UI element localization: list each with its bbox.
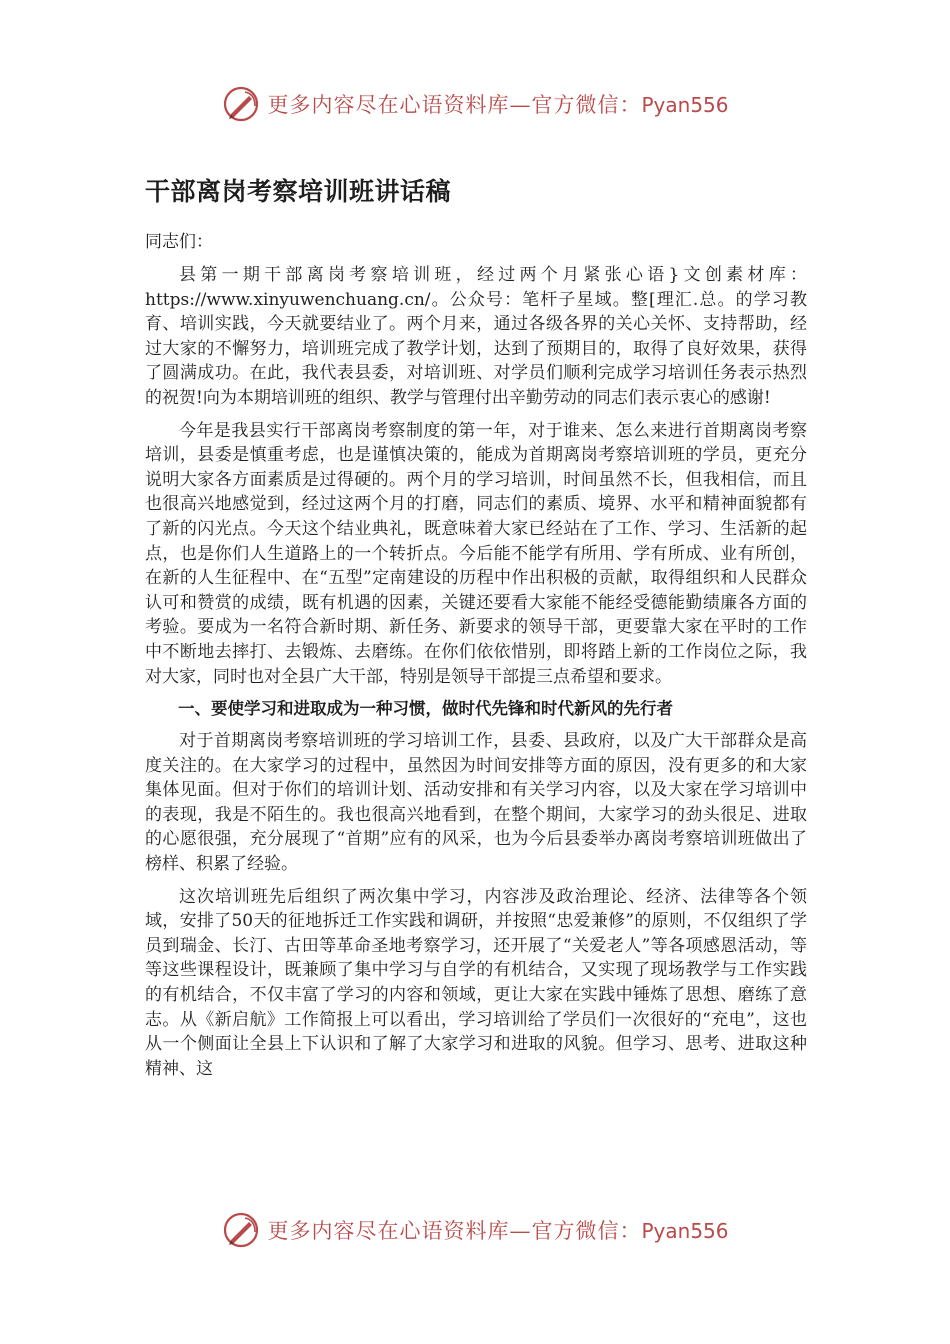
watermark-text: 更多内容尽在心语资料库—官方微信：Pyan556 (267, 1219, 729, 1243)
salutation: 同志们： (145, 232, 213, 252)
paragraph-2: 今年是我县实行干部离岗考察制度的第一年，对于谁来、怎么来进行首期离岗考察培训，县委是慎重考虑，也是谨慎决策的，能成为首期离岗考察培训班的学员，更充分说明大家各方面素质是过得硬的。两个月的学习培训，时间虽然不长，但我相信，而且也很高兴地感觉到，经过这两个月的打磨，同志们的素质、境界、水平和精神面貌都有了新的闪光点。今天这个结业典礼，既意味着大家已经站在了工作、学习、生活新的起点，也是你们人生道路上的一个转折点。今后能不能学有所用、学有所成、业有所创，在新的人生征程中、在“五型”定南建设的历程中作出积极的贡献，取得组织和人民群众认可和赞赏的成绩，既有机遇的因素，关键还要看大家能不能经受德能勤绩廉各方面的考验。要成为一名符合新时期、新任务、新要求的领导干部，更要靠大家在平时的工作中不断地去摔打、去锻炼、去磨练。在你们依依惜别，即将踏上新的工作岗位之际，我对大家，同时也对全县广大干部，特别是领导干部提三点希望和要求。 (145, 420, 807, 687)
pen-logo-icon (221, 84, 261, 124)
paragraph-1: 县第一期干部离岗考察培训班，经过两个月紧张心语}文创素材库：https://www.xinyuwenchuang.cn/。公众号：笔杆子星域。整[理汇.总。的学习教育、培训实践，今天就要结业了。两个月来，通过各级各界的关心关怀、支持帮助，经过大家的不懈努力，培训班完成了教学计划，达到了预期目的，取得了良好效果，获得了圆满成功。在此，我代表县委，对培训班、对学员们顺利完成学习培训任务表示热烈的祝贺!向为本期培训班的组织、教学与管理付出辛勤劳动的同志们表示衷心的感谢! (145, 265, 807, 408)
page-title: 干部离岗考察培训班讲话稿 (145, 177, 452, 206)
watermark-header (0, 82, 950, 126)
paragraph-4: 这次培训班先后组织了两次集中学习，内容涉及政治理论、经济、法律等各个领域，安排了50天的征地拆迁工作实践和调研，并按照“忠爱兼修”的原则，不仅组织了学员到瑞金、长汀、古田等革命圣地考察学习，还开展了“关爱老人”等各项感恩活动，等等这些课程设计，既兼顾了集中学习与自学的有机结合，又实现了现场教学与工作实践的有机结合，不仅丰富了学习的内容和领域，更让大家在实践中锤炼了思想、磨练了意志。从《新启航》工作简报上可以看出，学习培训给了学员们一次很好的“充电”，这也从一个侧面让全县上下认识和了解了大家学习和进取的风貌。但学习、思考、进取这种精神、这 (145, 886, 807, 1079)
section-heading-1: 一、要使学习和进取成为一种习惯，做时代先锋和时代新风的先行者 (178, 699, 673, 719)
document-body (145, 172, 807, 1089)
pen-logo-icon (221, 1210, 261, 1250)
paragraph-3: 对于首期离岗考察培训班的学习培训工作，县委、县政府，以及广大干部群众是高度关注的。在大家学习的过程中，虽然因为时间安排等方面的原因，没有更多的和大家集体见面。但对于你们的培训计划、活动安排和有关学习内容，以及大家在学习培训中的表现，我是不陌生的。我也很高兴地看到，在整个期间，大家学习的劲头很足、进取的心愿很强，充分展现了“首期”应有的风采，也为今后县委举办离岗考察培训班做出了榜样、积累了经验。 (145, 731, 807, 875)
watermark-footer (0, 1208, 950, 1252)
watermark-text: 更多内容尽在心语资料库—官方微信：Pyan556 (267, 93, 729, 117)
